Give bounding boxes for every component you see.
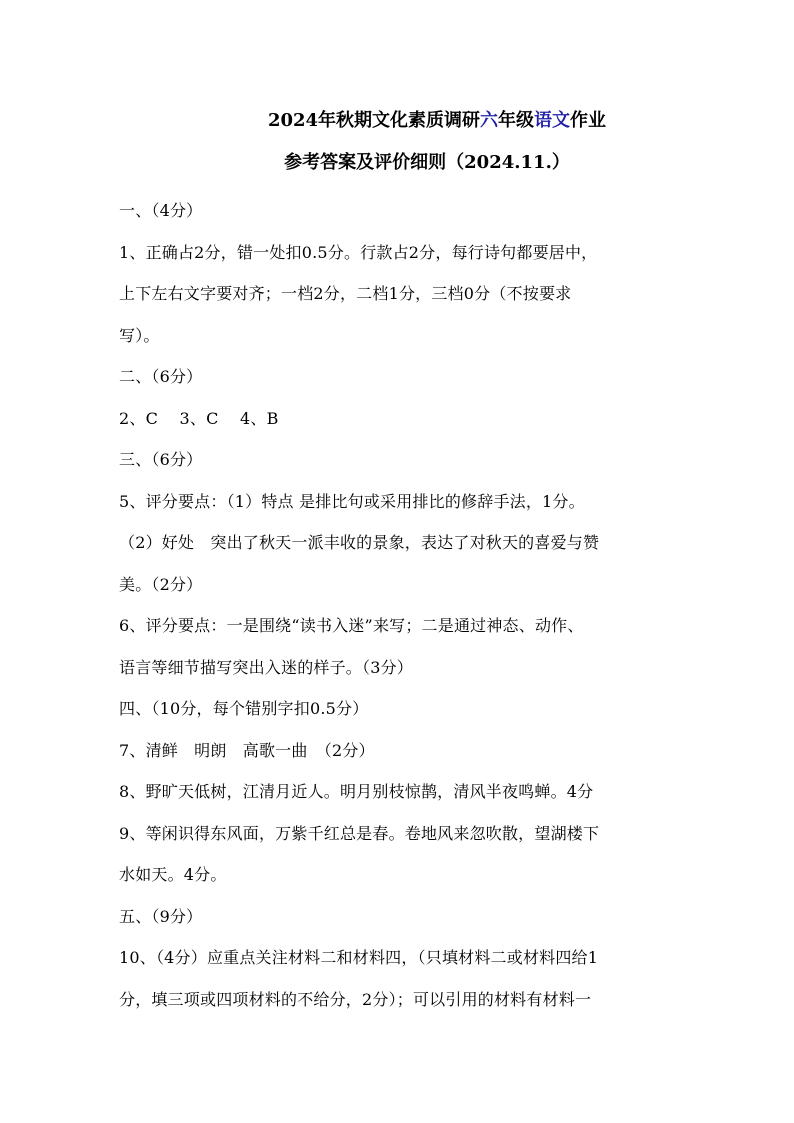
- text-line: 9、等闲识得东风面，万紫千红总是春。卷地风来忽吹散，望湖楼下: [119, 823, 600, 843]
- text-line: 五、（9分）: [119, 906, 203, 926]
- text-line: 三、（6分）: [119, 450, 203, 469]
- answer-body: [119, 190, 679, 1020]
- text-line: 语言等细节描写突出入迷的样子。（3分）: [119, 657, 413, 677]
- document-subtitle: 参考答案及评价细则（2024.11.）: [284, 152, 570, 173]
- text-line: 一、（4分）: [119, 201, 203, 220]
- text-line: 分，填三项或四项材料的不给分，2分）；可以引用的材料有材料一: [119, 989, 592, 1009]
- text-line: 四、（10分，每个错别字扣0.5分）: [119, 699, 369, 718]
- document-title: [0, 106, 794, 132]
- text-line: 7、清鲜 明朗 高歌一曲 （2分）: [119, 740, 375, 760]
- text-line: 2、C 3、C 4、B: [119, 408, 279, 428]
- text-line: 写）。: [119, 325, 160, 345]
- text-line: （2）好处 突出了秋天一派丰收的景象，表达了对秋天的喜爱与赞: [119, 533, 600, 552]
- text-line: 水如天。4分。: [119, 865, 227, 884]
- text-line: 5、评分要点：（1）特点 是排比句或采用排比的修辞手法，1分。: [119, 491, 585, 511]
- title-part1: 2024年秋期文化素质调研: [267, 110, 481, 131]
- text-line: 上下左右文字要对齐；一档2分，二档1分，三档0分（不按要求: [119, 284, 572, 303]
- text-line: 10、（4分）应重点关注材料二和材料四，（只填材料二或材料四给1: [119, 948, 599, 967]
- title-part2: 年级: [498, 110, 535, 131]
- text-line: 二、（6分）: [119, 367, 203, 386]
- title-part3: 作业: [570, 110, 607, 131]
- text-line: 1、正确占2分，错一处扣0.5分。行款占2分，每行诗句都要居中，: [119, 242, 598, 262]
- text-line: 6、评分要点：一是围绕“读书入迷”来写；二是通过神态、动作、: [119, 616, 584, 635]
- title-grade: 六: [480, 110, 499, 131]
- text-line: 美。（2分）: [119, 574, 203, 594]
- text-line: 8、野旷天低树，江清月近人。明月别枝惊鹊，清风半夜鸣蝉。4分: [119, 782, 594, 801]
- title-subject: 语文: [534, 110, 571, 131]
